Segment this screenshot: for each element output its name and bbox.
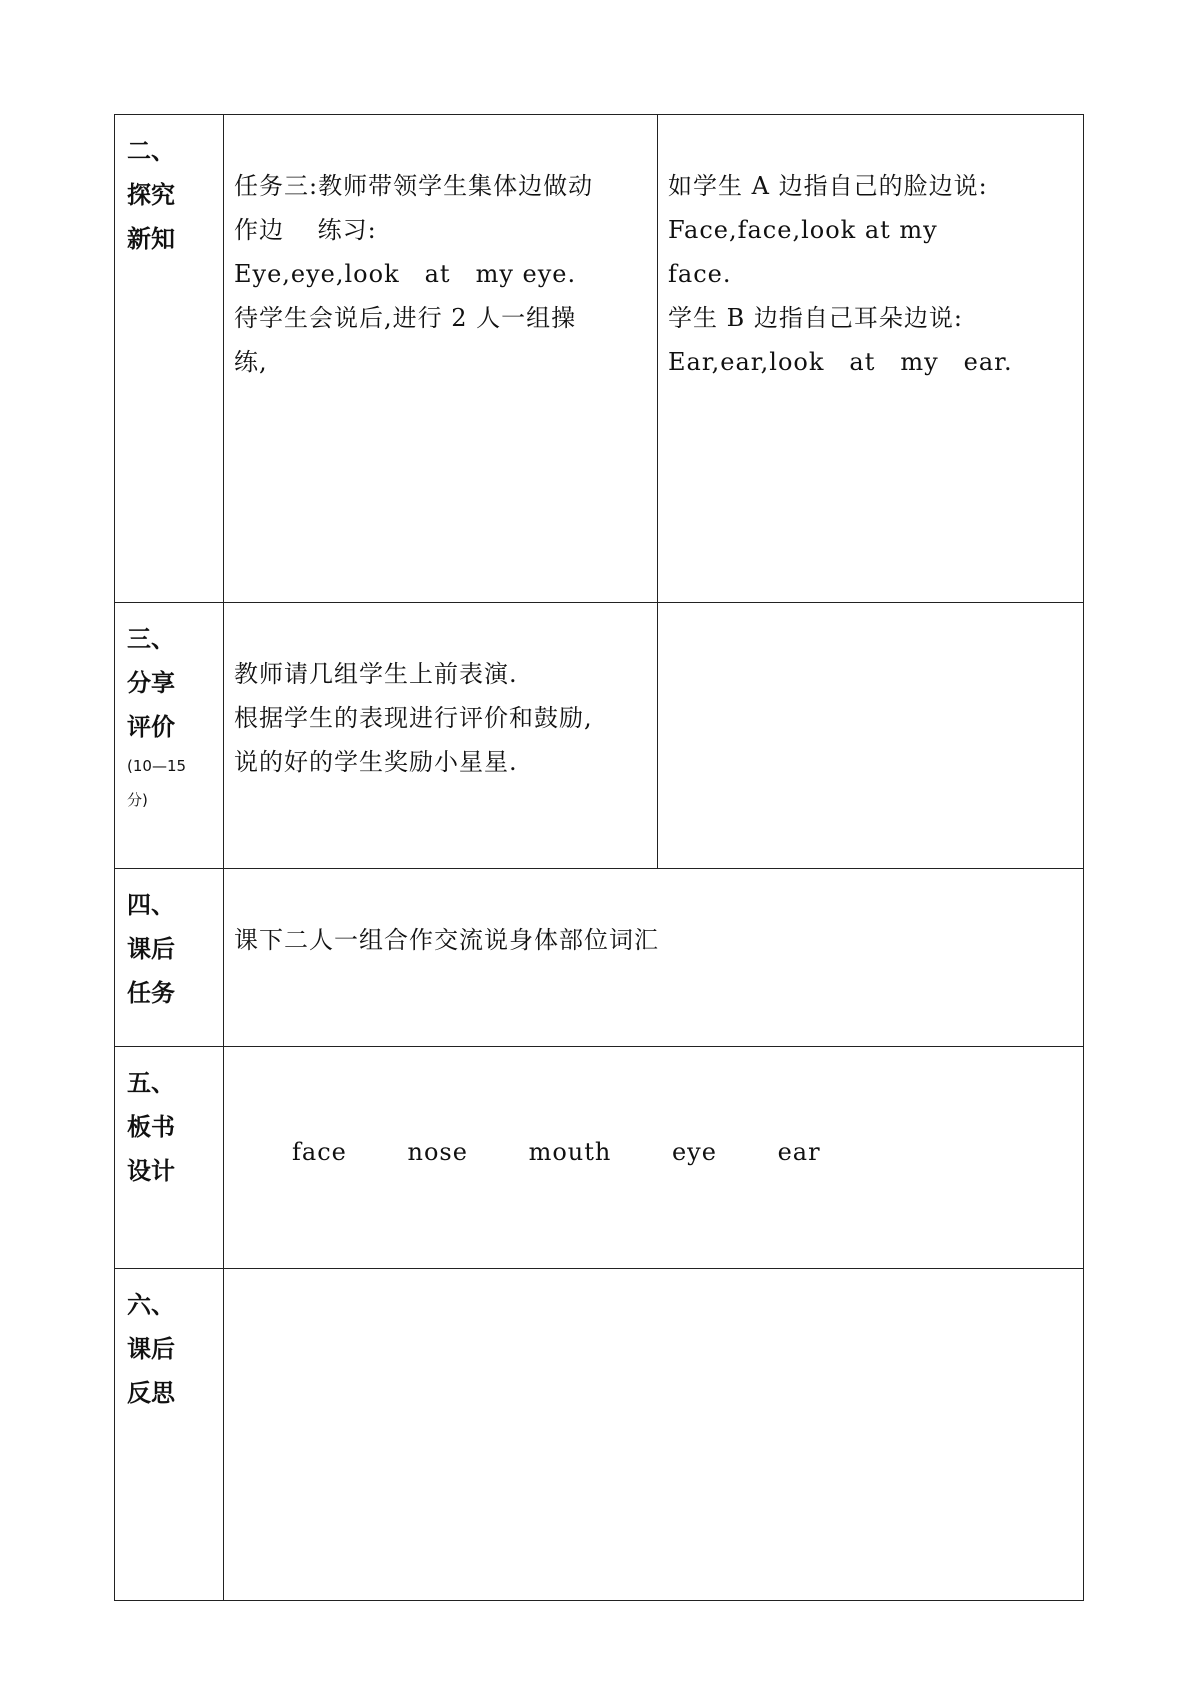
row-label-cell	[114, 115, 223, 603]
table-row-explore	[114, 114, 1084, 603]
board-word: eye	[671, 1138, 717, 1166]
row-label-cell	[114, 869, 223, 1047]
student-activity-text: 如学生 A 边指自己的脸边说: Face,face,look at my face. 学生 B 边指自己耳朵边说: Ear,ear,look at my ear.	[668, 172, 1013, 376]
row-label: 三、 分享 评价 (10—15 分)	[127, 625, 187, 809]
row-label-cell	[114, 603, 223, 869]
teacher-activity-text: 教师请几组学生上前表演. 根据学生的表现进行评价和鼓励, 说的好的学生奖励小星星.	[234, 660, 593, 776]
teacher-activity-text: 任务三:教师带领学生集体边做动 作边 练习: Eye,eye,look at my eye. 待学生会说后,进行 2 人一组操 练,	[234, 172, 594, 376]
student-activity-cell	[657, 603, 1084, 869]
row-label: 五、 板书 设计	[127, 1069, 175, 1185]
table-row-reflection	[114, 1268, 1084, 1601]
student-activity-cell	[657, 115, 1084, 603]
teacher-activity-cell	[223, 603, 657, 869]
table-row-share	[114, 602, 1084, 869]
row-label: 二、 探究 新知	[127, 137, 175, 253]
row-label: 四、 课后 任务	[127, 891, 175, 1007]
homework-cell	[223, 869, 1084, 1047]
homework-text: 课下二人一组合作交流说身体部位词汇	[234, 926, 659, 954]
board-word: mouth	[528, 1138, 612, 1166]
board-word: face	[292, 1138, 347, 1166]
row-label-cell	[114, 1047, 223, 1269]
reflection-cell	[223, 1269, 1084, 1600]
lesson-plan-table	[114, 114, 1084, 1600]
row-label-cell	[114, 1269, 223, 1600]
board-words	[292, 1138, 873, 1166]
table-row-homework	[114, 868, 1084, 1047]
row-label: 六、 课后 反思	[127, 1291, 175, 1407]
table-row-board-design	[114, 1046, 1084, 1269]
teacher-activity-cell	[223, 115, 657, 603]
board-word: nose	[407, 1138, 468, 1166]
board-design-cell	[223, 1047, 1084, 1269]
board-word: ear	[777, 1138, 821, 1166]
